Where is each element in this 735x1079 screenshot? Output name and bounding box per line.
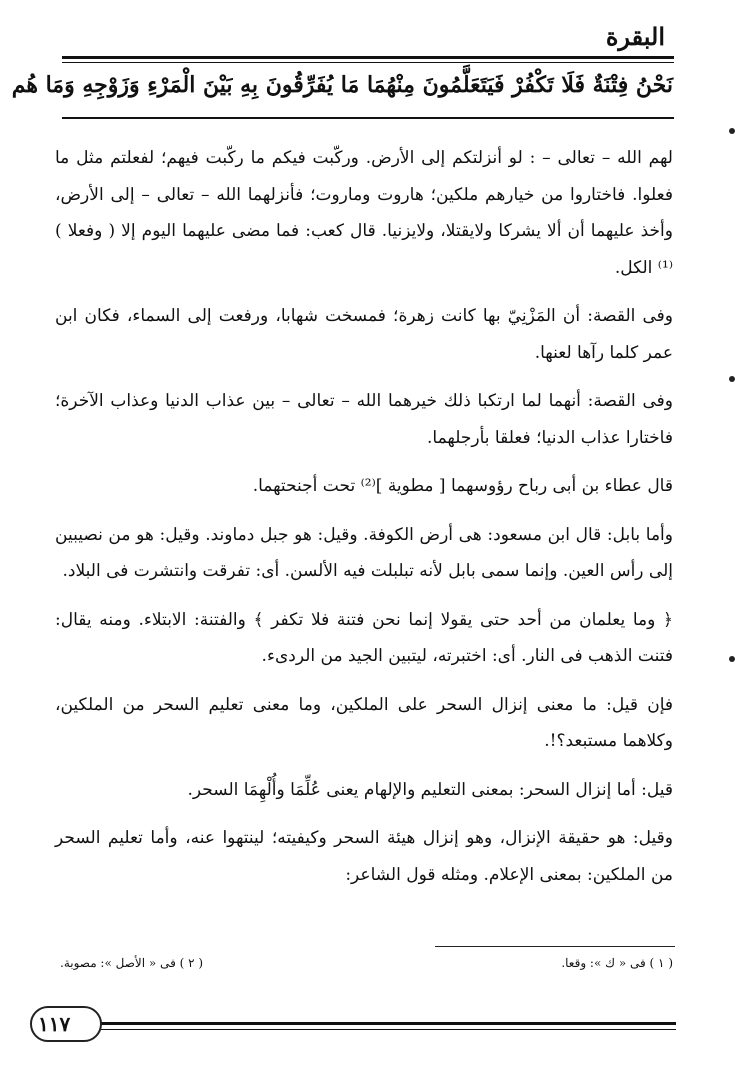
footnote-rule <box>435 946 675 947</box>
paragraph: لهم الله – تعالى – : لو أنزلتكم إلى الأرض. وركّبت فيكم ما ركّبت فيهم؛ لفعلتم مثل ما فعلوا. فاختاروا من خيارهم ملكين؛ هاروت وماروت؛ فأنزلهما الله – تعالى – إلى الأرض، وأخذ عليهما أن ألا يشركا ولايقتلا، ولايزنيا. قال كعب: فما مضى عليهما اليوم إلا ( وفعلا )⁽¹⁾ الكل. <box>55 148 673 278</box>
paragraph: وأما بابل: قال ابن مسعود: هى أرض الكوفة. وقيل: هو جبل دماوند. وقيل: هو من نصيبين إلى رأس العين. وإنما سمى بابل لأنه تبلبلت فيه الألسن. أى: تفرقت وانتشرت فى البلاد. <box>55 524 673 581</box>
paragraph: فإن قيل: ما معنى إنزال السحر على الملكين، وما معنى تعليم السحر من الملكين، وكلاهما مستبعد؟!. <box>55 694 673 751</box>
commentary-body <box>55 140 673 905</box>
paragraph: وقيل: هو حقيقة الإنزال، وهو إنزال هيئة السحر وكيفيته؛ لينتهوا عنه، وأما تعليم السحر من الملكين: بمعنى الإعلام. ومثله قول الشاعر: <box>55 828 673 885</box>
header-rule-thin <box>62 62 674 63</box>
margin-dot <box>729 656 735 662</box>
header-rule-thick <box>62 56 674 59</box>
surah-title: البقرة <box>605 22 665 51</box>
verse-separator-rule <box>62 117 674 119</box>
paragraph: وفى القصة: أنهما لما ارتكبا ذلك خيرهما الله – تعالى – بين عذاب الدنيا وعذاب الآخرة؛ فاختارا عذاب الدنيا؛ فعلقا بأرجلهما. <box>55 391 673 448</box>
footnote-1: ( ١ ) فى « ك »: وقعا. <box>561 956 673 970</box>
footer-rule-thick <box>100 1022 676 1025</box>
paragraph: ﴿ وما يعلمان من أحد حتى يقولا إنما نحن فتنة فلا تكفر ﴾ والفتنة: الابتلاء. ومنه يقال: فتنت الذهب فى النار. أى: اختبرته، ليتبين الجيد من الردىء. <box>55 609 673 666</box>
quran-verse-line: نَحْنُ فِتْنَةٌ فَلَا تَكْفُرْ فَيَتَعَلَّمُونَ مِنْهُمَا مَا يُفَرِّقُونَ بِهِ بَيْنَ الْمَرْءِ وَزَوْجِهِ وَمَا هُم <box>11 72 673 98</box>
footer-rule-thin <box>100 1029 676 1030</box>
margin-dot <box>729 128 735 134</box>
paragraph: قيل: أما إنزال السحر: بمعنى التعليم والإلهام يعنى عُلِّمَا وأُلْهِمَا السحر. <box>187 779 673 800</box>
paragraph: وفى القصة: أن المَزْنِيّ بها كانت زهرة؛ فمسخت شهابا، ورفعت إلى السماء، فكان ابن عمر كلما رآها لعنها. <box>55 306 673 363</box>
margin-dot <box>729 376 735 382</box>
paragraph: قال عطاء بن أبى رباح رؤوسهما [ مطوية ]⁽²⁾ تحت أجنحتهما. <box>252 476 673 496</box>
footnote-2: ( ٢ ) فى « الأصل »: مصوبة. <box>60 956 204 970</box>
page-number: ١١٧ <box>38 1012 71 1036</box>
